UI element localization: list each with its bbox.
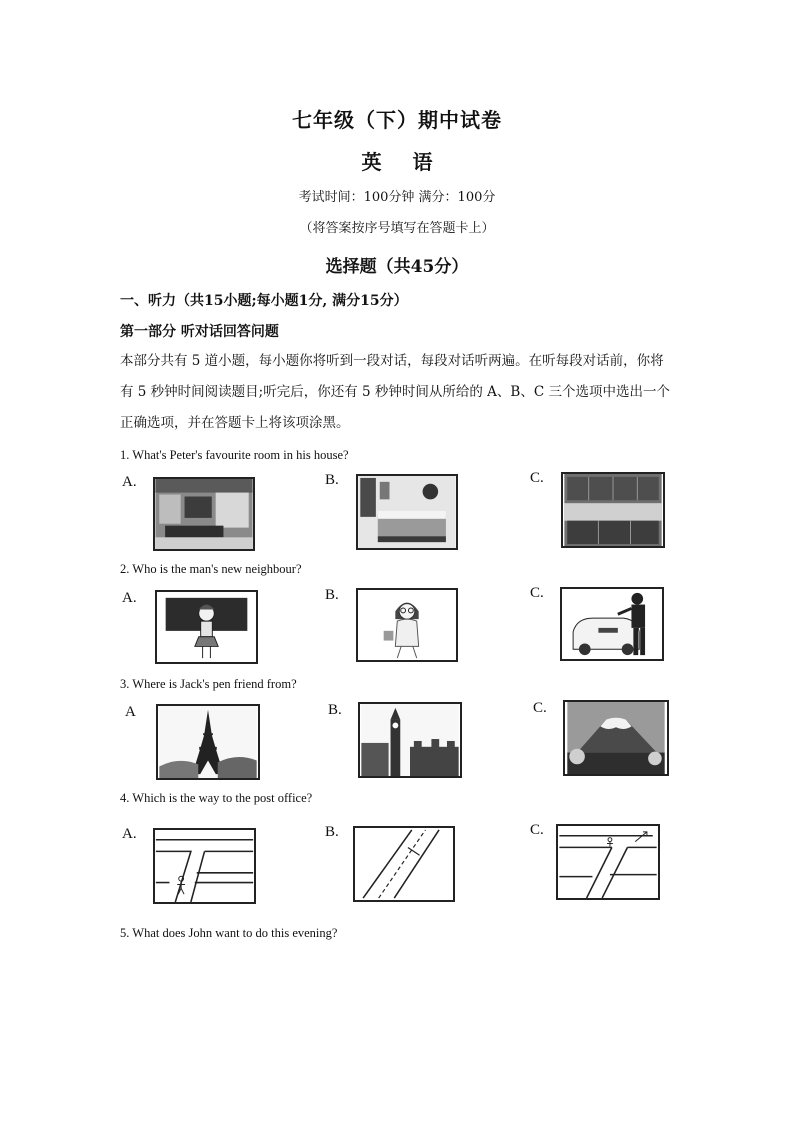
question-5: 5. What does John want to do this evening? (120, 926, 338, 940)
mount-fuji-image[interactable] (563, 700, 669, 776)
instruction-line: 正确选项，并在答题卡上将该项涂黑。 (120, 415, 350, 431)
question-4: 4. Which is the way to the post office? (120, 791, 313, 805)
option-label-b: B. (328, 702, 342, 718)
option-label-b: B. (325, 472, 339, 488)
map-c-image[interactable] (556, 824, 660, 900)
kitchen-icon (563, 474, 663, 546)
option-label-a: A. (122, 590, 137, 606)
instruction-line: 有 5 秒钟时间阅读题目;听完后，你还有 5 秒钟时间从所给的 A、B、C 三个选项中选出一个 (120, 384, 670, 400)
big-ben-icon (360, 704, 460, 776)
option-label-c: C. (530, 585, 544, 601)
map-b-image[interactable] (353, 826, 455, 902)
woman-icon (358, 590, 456, 660)
living-room-icon (155, 479, 253, 549)
question-1: 1. What's Peter's favourite room in his house? (120, 448, 349, 462)
instruction-line: 本部分共有 5 道小题，每小题你将听到一段对话，每段对话听两遍。在听每段对话前，你将 (120, 353, 664, 369)
woman-with-glasses-image[interactable] (356, 588, 458, 662)
mount-fuji-icon (565, 702, 667, 774)
bedroom-image[interactable] (356, 474, 458, 550)
policeman-icon (562, 589, 662, 659)
instructions (120, 346, 680, 439)
map-a-image[interactable] (153, 828, 256, 904)
bedroom-icon (358, 476, 456, 548)
teacher-icon (157, 592, 256, 662)
question-3: 3. Where is Jack's pen friend from? (120, 677, 297, 691)
map-c-icon (558, 826, 658, 898)
option-label-b: B. (325, 587, 339, 603)
eiffel-tower-icon (158, 706, 258, 778)
page-title: 七年级（下）期中试卷 (292, 108, 502, 132)
listening-heading: 一、听力（共15小题;每小题1分, 满分15分） (120, 293, 408, 309)
section-title: 选择题（共45分） (325, 257, 469, 277)
question-2: 2. Who is the man's new neighbour? (120, 562, 302, 576)
big-ben-image[interactable] (358, 702, 462, 778)
kitchen-image[interactable] (561, 472, 665, 548)
option-label-b: B. (325, 824, 339, 840)
eiffel-tower-image[interactable] (156, 704, 260, 780)
option-label-a: A. (122, 826, 137, 842)
part-title: 第一部分 听对话回答问题 (120, 324, 279, 340)
option-label-c: C. (533, 700, 547, 716)
answer-note: （将答案按序号填写在答题卡上） (299, 221, 495, 236)
living-room-image[interactable] (153, 477, 255, 551)
subject-title: 英 语 (361, 150, 445, 174)
teacher-image[interactable] (155, 590, 258, 664)
map-a-icon (155, 830, 254, 902)
policeman-image[interactable] (560, 587, 664, 661)
option-label-c: C. (530, 822, 544, 838)
option-label-a: A. (122, 474, 137, 490)
option-label-a: A (125, 704, 136, 720)
map-b-icon (355, 828, 453, 900)
exam-info: 考试时间：100分钟 满分：100分 (298, 190, 496, 205)
option-label-c: C. (530, 470, 544, 486)
